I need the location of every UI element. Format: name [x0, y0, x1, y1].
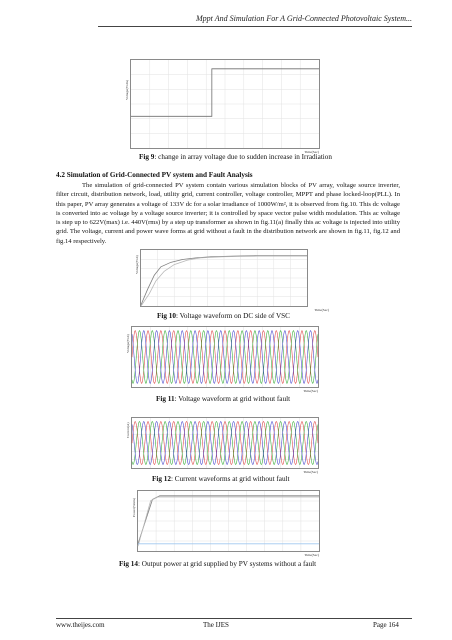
fig12-plot — [126, 417, 319, 474]
fig14-plot — [132, 490, 320, 557]
fig10-ylabel: Voltage(Volt) — [135, 255, 139, 274]
header-rule — [98, 26, 412, 27]
fig9-caption-text: : change in array voltage due to sudden increase in Irradiation — [154, 153, 332, 161]
fig10-svg — [141, 250, 307, 306]
footer-rule — [56, 618, 412, 619]
fig14-caption — [119, 560, 316, 568]
footer-page: Page 164 — [373, 621, 399, 629]
fig9-plot — [125, 59, 320, 154]
body-text — [56, 181, 400, 246]
fig11-xlabel: Time(Sec) — [303, 389, 318, 393]
fig9-caption-label: Fig 9 — [139, 153, 155, 161]
fig14-svg — [138, 491, 319, 551]
fig14-caption-label: Fig 14 — [119, 560, 138, 568]
fig12-xlabel: Time(Sec) — [303, 470, 318, 474]
fig10-xlabel: Time(Sec) — [314, 308, 329, 312]
footer-journal: The IJES — [203, 621, 229, 629]
fig11-ylabel: Voltage(Volt) — [126, 334, 130, 353]
fig12-ylabel: Current(A) — [126, 422, 130, 438]
fig9-xlabel: Time(Sec) — [304, 150, 319, 154]
section-heading: 4.2 Simulation of Grid-Connected PV system and Fault Analysis — [56, 171, 253, 179]
fig9-ylabel: Voltage(Volts) — [125, 79, 129, 100]
fig10-caption — [157, 312, 290, 320]
fig11-plot — [126, 326, 319, 393]
fig14-xlabel: Time(Sec) — [304, 553, 319, 557]
running-head: Mppt And Simulation For A Grid-Connected Photovoltaic System... — [196, 14, 412, 23]
fig12-caption — [152, 475, 290, 483]
fig14-caption-text: : Output power at grid supplied by PV systems without a fault — [137, 560, 317, 568]
fig11-caption-text: : Voltage waveform at grid without fault — [174, 395, 291, 403]
fig11-caption — [156, 395, 290, 403]
fig11-caption-label: Fig 11 — [156, 395, 175, 403]
fig9-svg — [131, 60, 319, 148]
fig12-caption-label: Fig 12 — [152, 475, 171, 483]
fig9-caption — [139, 153, 332, 161]
footer-website: www.theijes.com — [56, 621, 105, 629]
fig10-caption-text: : Voltage waveform on DC side of VSC — [175, 312, 290, 320]
fig10-caption-label: Fig 10 — [157, 312, 176, 320]
fig11-svg — [132, 327, 318, 387]
body-paragraph: The simulation of grid-connected PV system contain various simulation blocks of PV array, voltage source inverter, filter circuit, distribution network, load, utility grid, current controller, voltage controller, MPPT and phase locked-loop(PLL). In this paper, PV array generates a voltage of 133V dc for a solar irradiance of 1000W/m², it is observed from fig.10. This dc voltage is converted into ac voltage by a voltage source inverter; it is controlled by space vector pulse width modulation. This ac voltage is step up to 622V(max) i.e. 440V(rms) by a step up transformer as shown in fig.11(a) finally this ac voltage is injected into utility grid. The voltage, current and power wave forms at grid without a fault in the distribution network are shown in fig.11, fig.12 and fig.14 respectively. — [56, 182, 400, 245]
fig12-svg — [132, 418, 318, 468]
fig12-caption-text: : Current waveforms at grid without fault — [170, 475, 290, 483]
fig10-plot — [135, 249, 329, 312]
fig14-ylabel: Power(Watts) — [132, 497, 136, 517]
